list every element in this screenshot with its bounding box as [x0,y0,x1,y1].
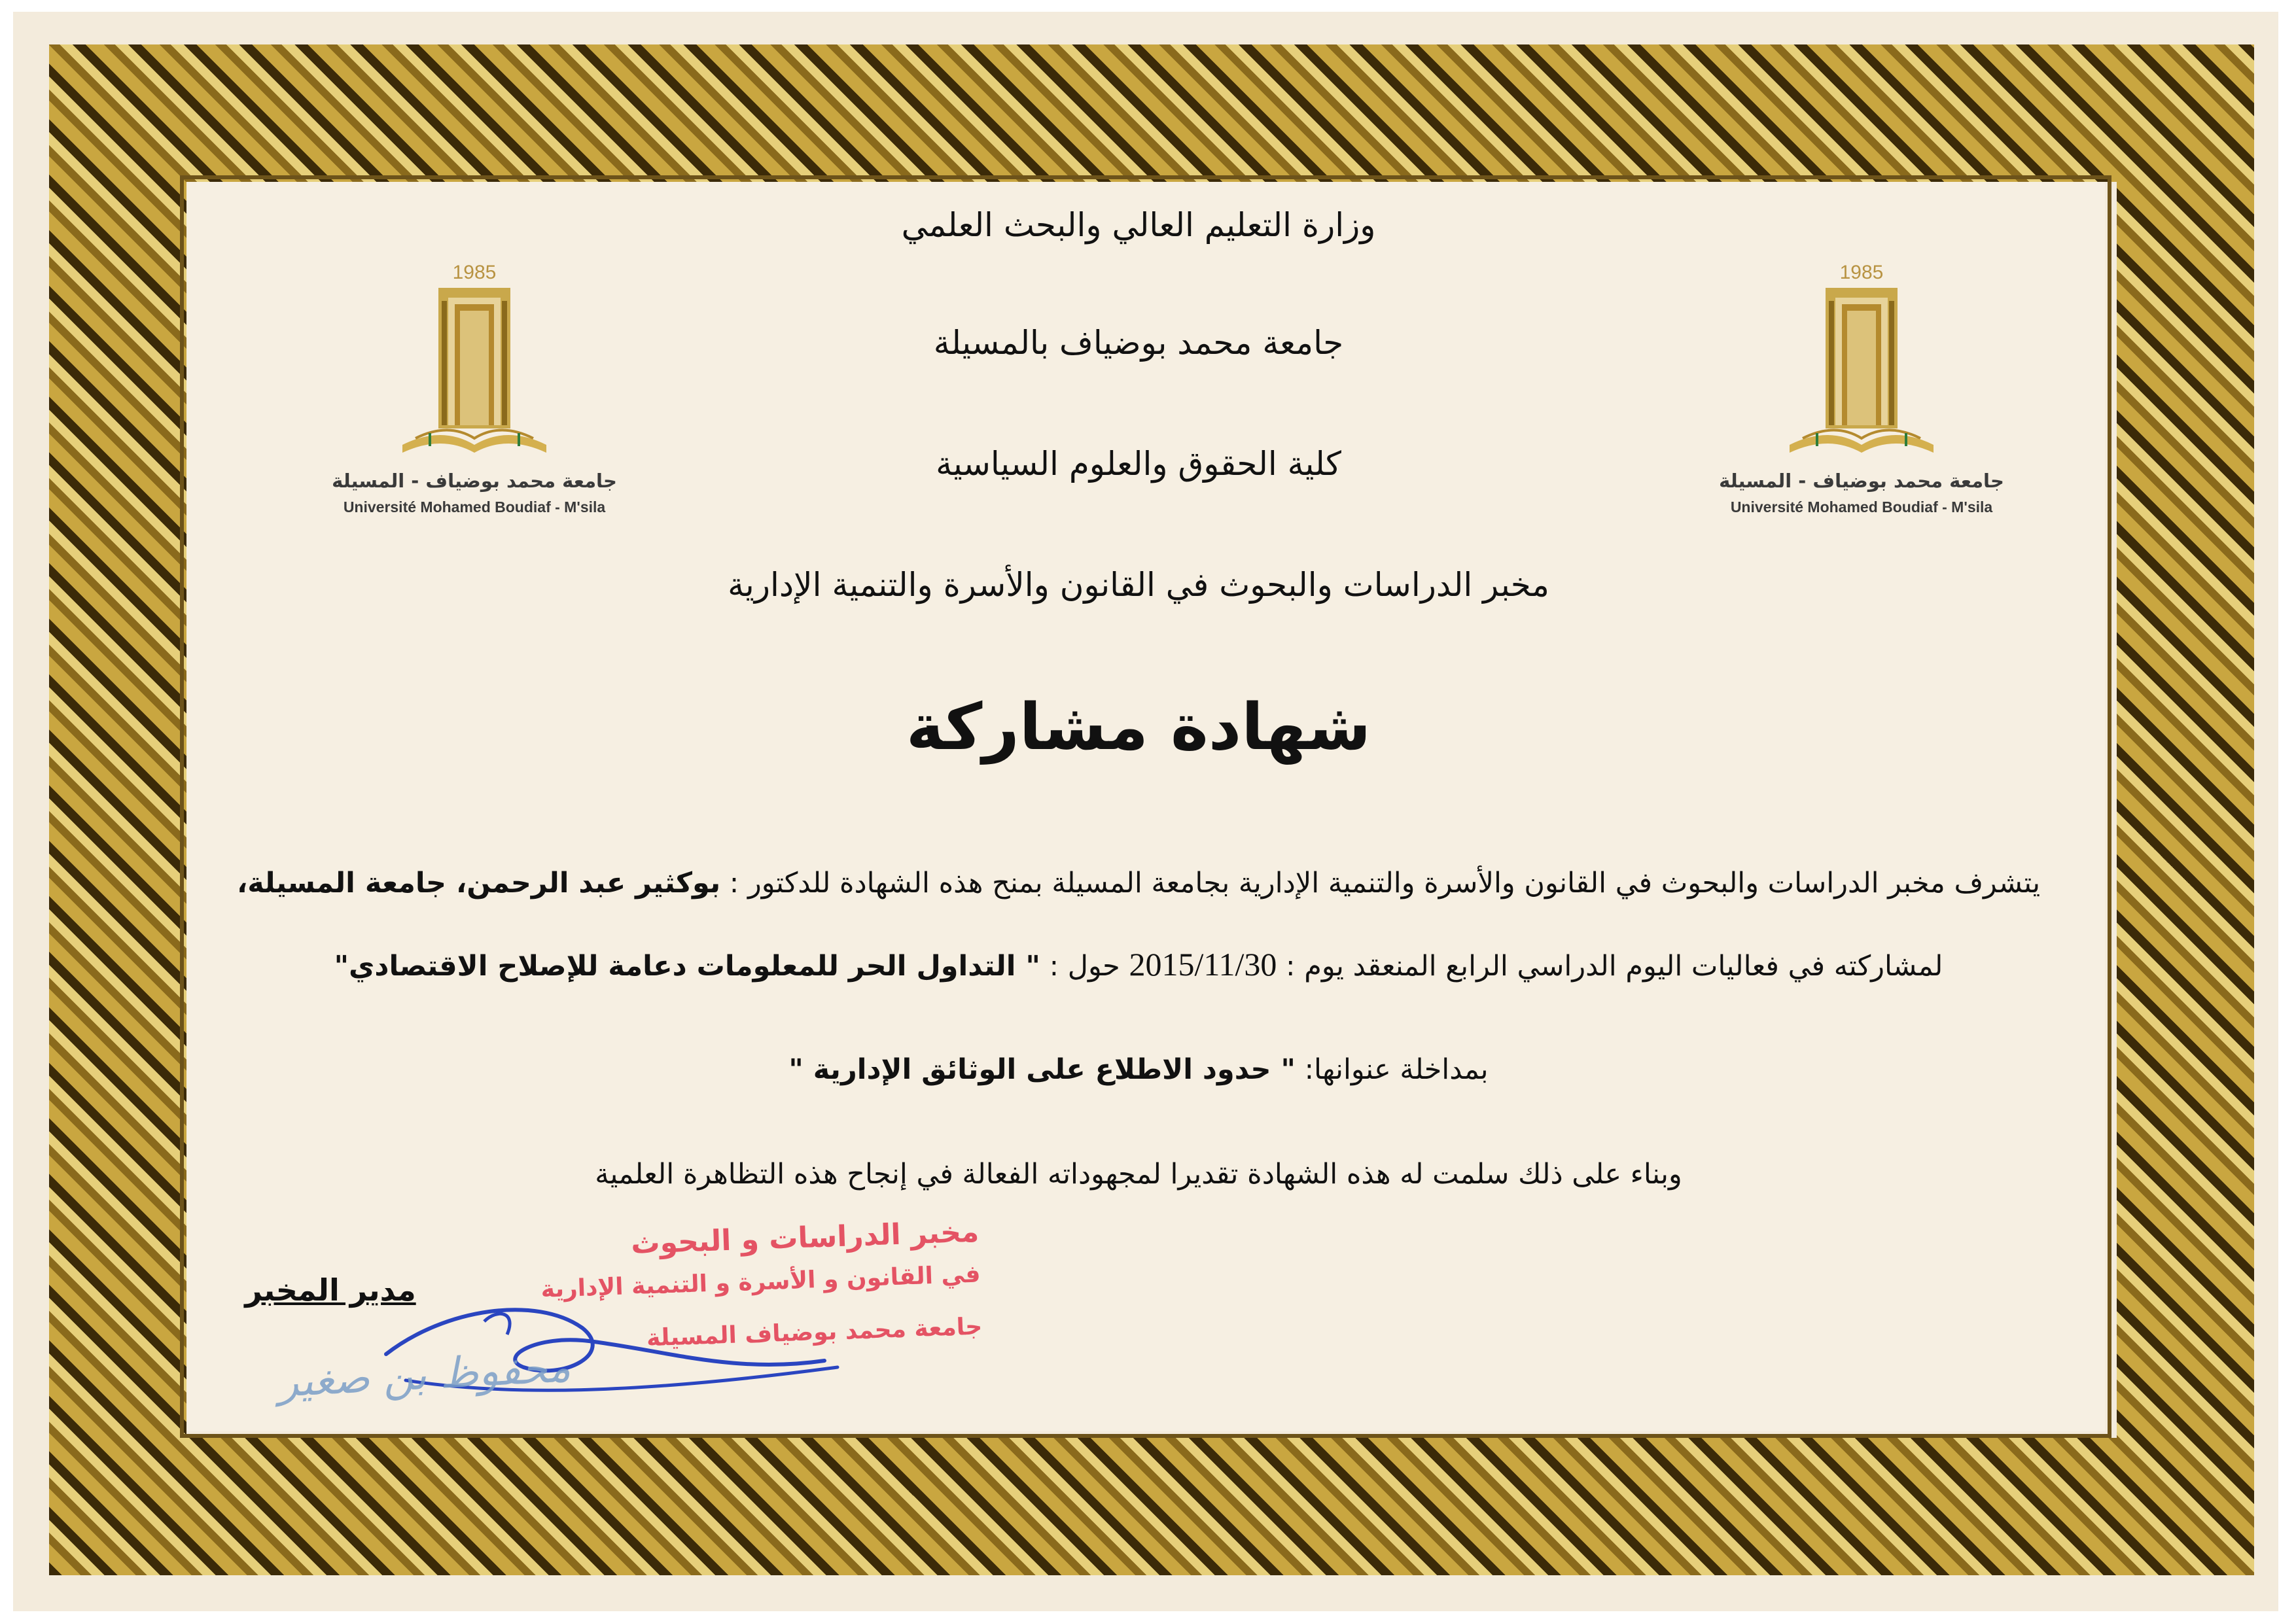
stamp-line-2: في القانون و الأسرة و التنمية الإدارية [540,1261,981,1303]
logo-name-arabic: جامعة محمد بوضياف - المسيلة [332,470,617,492]
event-topic: " التداول الحر للمعلومات دعامة للإصلاح الاقتصادي" [334,950,1040,983]
logo-name-french: Université Mohamed Boudiaf - M'sila [1730,498,1993,515]
body-line-1 [196,867,2081,899]
about-text: حول : [1040,950,1129,983]
body-line-3 [196,1053,2081,1086]
laboratory-name: مخبر الدراسات والبحوث في القانون والأسرة والتنمية الإدارية [728,566,1549,604]
stamp-line-1: مخبر الدراسات و البحوث [630,1215,980,1261]
logo-name-french: Université Mohamed Boudiaf - M'sila [343,498,606,515]
university-logo-right [1718,262,2005,536]
logo-name-arabic: جامعة محمد بوضياف - المسيلة [1719,470,2004,492]
director-title: مدير المخبر [245,1272,416,1308]
stamp-line-3: جامعة محمد بوضياف المسيلة [646,1313,983,1352]
certificate-title: شهادة مشاركة [906,690,1371,765]
university-name: جامعة محمد بوضياف بالمسيلة [933,324,1344,362]
recipient-name: بوكثير عبد الرحمن، جامعة المسيلة، [236,867,721,899]
body-line-4 [196,1158,2081,1191]
university-building-icon [1776,281,1947,471]
logo-year: 1985 [452,262,497,283]
event-date: 2015/11/30 [1129,946,1277,983]
body-intro-text: يتشرف مخبر الدراسات والبحوث في القانون والأسرة والتنمية الإدارية بجامعة المسيلة بمنح هذه الشهادة للدكتور : [720,867,2041,899]
ministry-name: وزارة التعليم العالي والبحث العلمي [901,206,1376,244]
handwritten-director-name: محفوظ بن صغير [277,1343,572,1407]
logo-year: 1985 [1839,262,1884,283]
appreciation-text: وبناء على ذلك سلمت له هذه الشهادة تقديرا لمجهوداته الفعالة في إنجاح هذه التظاهرة العلمية [595,1158,1682,1191]
university-building-icon [389,281,559,471]
talk-title: " حدود الاطلاع على الوثائق الإدارية " [788,1053,1296,1086]
participation-text: لمشاركته في فعاليات اليوم الدراسي الرابع المنعقد يوم : [1277,950,1943,983]
faculty-name: كلية الحقوق والعلوم السياسية [936,445,1341,483]
university-logo-left [330,262,618,536]
talk-intro-text: بمداخلة عنوانها: [1295,1053,1489,1086]
body-line-2 [196,945,2081,983]
